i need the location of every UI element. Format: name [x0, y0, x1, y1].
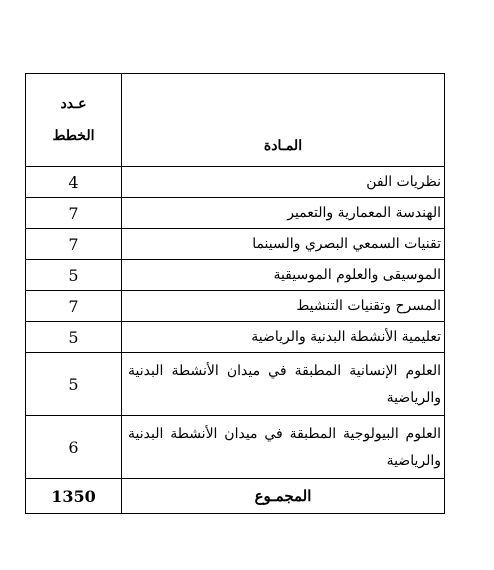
header-row — [26, 74, 445, 167]
table-row — [26, 322, 445, 353]
plans-table — [25, 73, 445, 514]
count-cell: 5 — [26, 322, 122, 353]
table-row — [26, 416, 445, 479]
total-value: 1350 — [26, 479, 122, 514]
subject-cell: العلوم البيولوجية المطبقة في ميدان الأنشطة البدنية والرياضية — [122, 416, 445, 479]
subject-cell: الموسيقى والعلوم الموسيقية — [122, 260, 445, 291]
total-label: المجمـوع — [122, 479, 445, 514]
table-row — [26, 167, 445, 198]
count-cell: 7 — [26, 229, 122, 260]
count-cell: 4 — [26, 167, 122, 198]
table-row — [26, 229, 445, 260]
table-row — [26, 291, 445, 322]
subject-cell: تعليمية الأنشطة البدنية والرياضية — [122, 322, 445, 353]
table-row — [26, 198, 445, 229]
table-row — [26, 260, 445, 291]
count-header-line-2: الخطط — [52, 128, 95, 144]
count-cell: 7 — [26, 291, 122, 322]
subject-column-header: المـادة — [122, 74, 445, 167]
count-cell: 7 — [26, 198, 122, 229]
count-column-header — [26, 74, 122, 167]
subject-cell: المسرح وتقنيات التنشيط — [122, 291, 445, 322]
count-cell: 5 — [26, 260, 122, 291]
count-header-line-1: عـدد — [60, 96, 87, 112]
count-cell: 6 — [26, 416, 122, 479]
subject-cell: نظريات الفن — [122, 167, 445, 198]
table-row — [26, 353, 445, 416]
count-cell: 5 — [26, 353, 122, 416]
subject-cell: العلوم الإنسانية المطبقة في ميدان الأنشطة البدنية والرياضية — [122, 353, 445, 416]
total-row — [26, 479, 445, 514]
subject-cell: الهندسة المعمارية والتعمير — [122, 198, 445, 229]
subject-cell: تقنيات السمعي البصري والسينما — [122, 229, 445, 260]
